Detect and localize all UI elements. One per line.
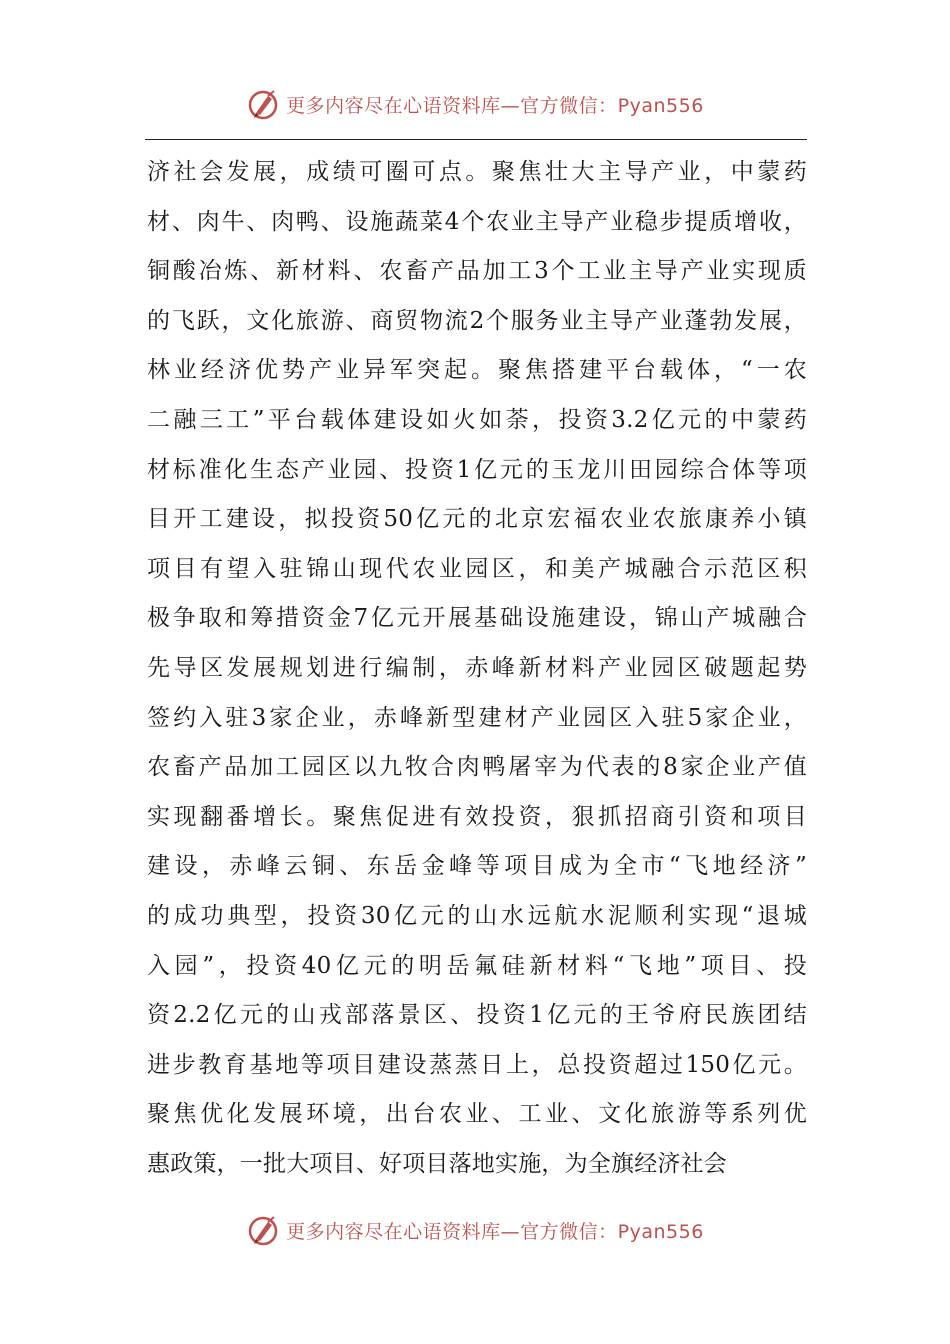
- body-line: 实现翻番增长。聚焦促进有效投资，狠抓招商引资和项目: [147, 803, 807, 830]
- body-line: 济社会发展，成绩可圈可点。聚焦壮大主导产业，中蒙药: [147, 159, 807, 185]
- body-line: 建设，赤峰云铜、东岳金峰等项目成为全市“飞地经济”: [147, 853, 807, 880]
- body-line: 惠政策，一批大项目、好项目落地实施，为全旗经济社会: [147, 1150, 727, 1177]
- body-line: 铜酸冶炼、新材料、农畜产品加工3个工业主导产业实现质: [147, 258, 807, 285]
- body-line: 二融三工”平台载体建设如火如荼，投资3.2亿元的中蒙药: [147, 406, 807, 433]
- body-line: 材标准化生态产业园、投资1亿元的玉龙川田园综合体等项: [147, 456, 807, 483]
- body-line: 入园”，投资40亿元的明岳氟硅新材料“飞地”项目、投: [147, 952, 807, 979]
- footer-banner-text: 更多内容尽在心语资料库—官方微信：Pyan556: [286, 1220, 704, 1243]
- header-banner-text: 更多内容尽在心语资料库—官方微信：Pyan556: [286, 94, 704, 117]
- body-line: 材、肉牛、肉鸭、设施蔬菜4个农业主导产业稳步提质增收，: [147, 208, 807, 235]
- document-body: [147, 148, 807, 1189]
- body-line: 的成功典型，投资30亿元的山水远航水泥顺利实现“退城: [147, 902, 807, 929]
- body-line: 签约入驻3家企业，赤峰新型建材产业园区入驻5家企业，: [147, 704, 807, 731]
- body-line: 资2.2亿元的山戎部落景区、投资1亿元的王爷府民族团结: [147, 1002, 807, 1029]
- body-line: 极争取和筹措资金7亿元开展基础设施建设，锦山产城融合: [147, 605, 807, 632]
- pen-logo-icon: [246, 87, 280, 121]
- body-line: 的飞跃，文化旅游、商贸物流2个服务业主导产业蓬勃发展，: [147, 307, 807, 334]
- header-divider: [145, 139, 807, 140]
- body-line: 项目有望入驻锦山现代农业园区，和美产城融合示范区积: [147, 555, 807, 582]
- body-line: 先导区发展规划进行编制，赤峰新材料产业园区破题起势: [147, 654, 807, 681]
- body-line: 聚焦优化发展环境，出台农业、工业、文化旅游等系列优: [147, 1101, 807, 1128]
- header-banner: [0, 84, 950, 124]
- body-line: 进步教育基地等项目建设蒸蒸日上，总投资超过150亿元。: [147, 1051, 807, 1078]
- footer-banner: [0, 1210, 950, 1250]
- body-line: 目开工建设，拟投资50亿元的北京宏福农业农旅康养小镇: [147, 506, 807, 533]
- body-line: 林业经济优势产业异军突起。聚焦搭建平台载体，“一农: [147, 357, 807, 384]
- body-line: 农畜产品加工园区以九牧合肉鸭屠宰为代表的8家企业产值: [147, 754, 807, 781]
- pen-logo-icon: [246, 1213, 280, 1247]
